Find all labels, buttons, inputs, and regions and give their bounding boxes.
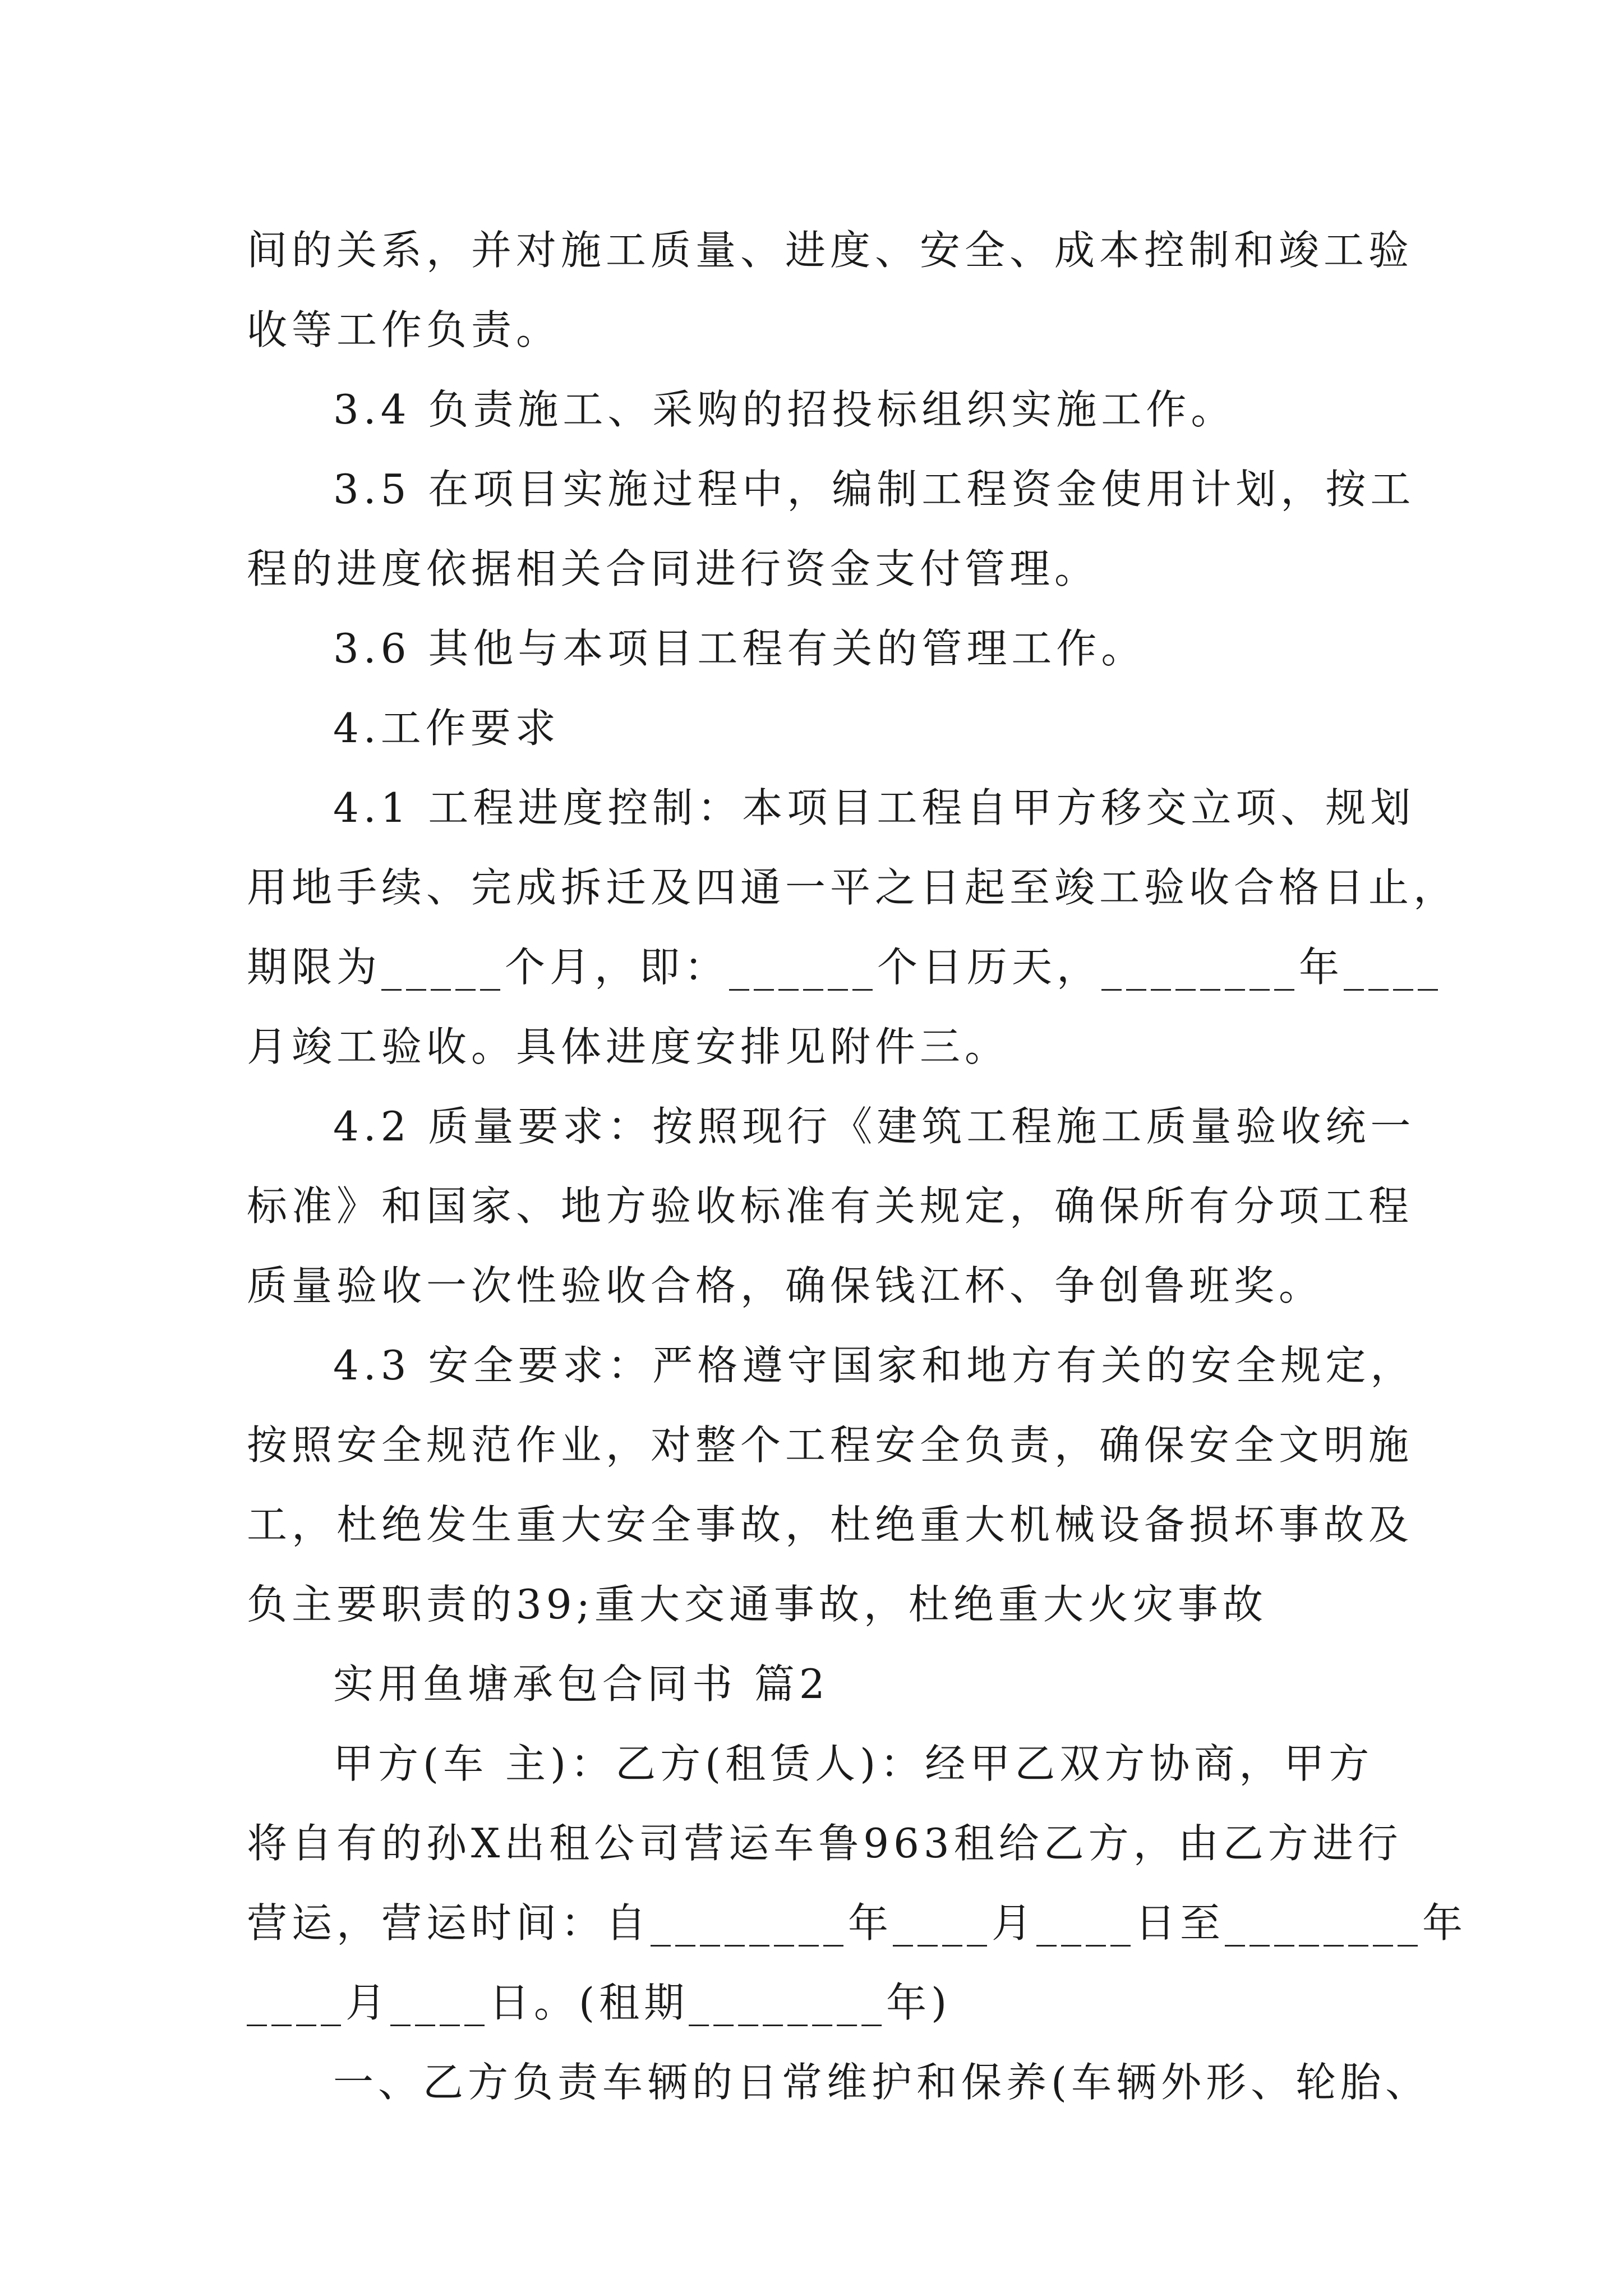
text-line: 甲方(车 主)：乙方(租赁人)：经甲乙双方协商，甲方 <box>333 1740 1374 1787</box>
text-line: 用地手续、完成拆迁及四通一平之日起至竣工验收合格日止， <box>247 864 1459 911</box>
text-line: 程的进度依据相关合同进行资金支付管理。 <box>247 545 1100 592</box>
section-title: 实用鱼塘承包合同书 篇2 <box>333 1660 829 1708</box>
text-line: 营运，营运时间：自________年____月____日至________年 <box>247 1899 1468 1947</box>
text-line: 间的关系，并对施工质量、进度、安全、成本控制和竣工验 <box>247 227 1414 274</box>
text-line: 4.2 质量要求：按照现行《建筑工程施工质量验收统一 <box>333 1103 1415 1150</box>
text-line: 4.3 安全要求：严格遵守国家和地方有关的安全规定， <box>333 1342 1415 1389</box>
text-line: 工，杜绝发生重大安全事故，杜绝重大机械设备损坏事故及 <box>247 1501 1414 1548</box>
text-line: ____月____日。(租期________年) <box>247 1979 952 2026</box>
text-line: 3.6 其他与本项目工程有关的管理工作。 <box>333 625 1146 672</box>
text-line: 负主要职责的39;重大交通事故，杜绝重大火灾事故 <box>247 1581 1267 1628</box>
text-line: 按照安全规范作业，对整个工程安全负责，确保安全文明施 <box>247 1421 1414 1469</box>
text-line: 标准》和国家、地方验收标准有关规定，确保所有分项工程 <box>247 1182 1414 1230</box>
text-line: 3.5 在项目实施过程中，编制工程资金使用计划，按工 <box>333 466 1415 513</box>
text-line: 一、乙方负责车辆的日常维护和保养(车辆外形、轮胎、 <box>333 2059 1431 2106</box>
document-body <box>247 210 1468 2122</box>
section-heading: 4.工作要求 <box>333 705 560 752</box>
text-line: 收等工作负责。 <box>247 306 561 353</box>
text-line: 将自有的孙X出租公司营运车鲁963租给乙方，由乙方进行 <box>247 1820 1403 1867</box>
text-line: 月竣工验收。具体进度安排见附件三。 <box>247 1023 1010 1070</box>
text-line: 期限为_____个月，即：______个日历天，________年____ <box>247 944 1443 991</box>
text-line: 质量验收一次性验收合格，确保钱江杯、争创鲁班奖。 <box>247 1262 1324 1309</box>
text-line: 3.4 负责施工、采购的招投标组织实施工作。 <box>333 386 1236 433</box>
text-line: 4.1 工程进度控制：本项目工程自甲方移交立项、规划 <box>333 784 1415 831</box>
